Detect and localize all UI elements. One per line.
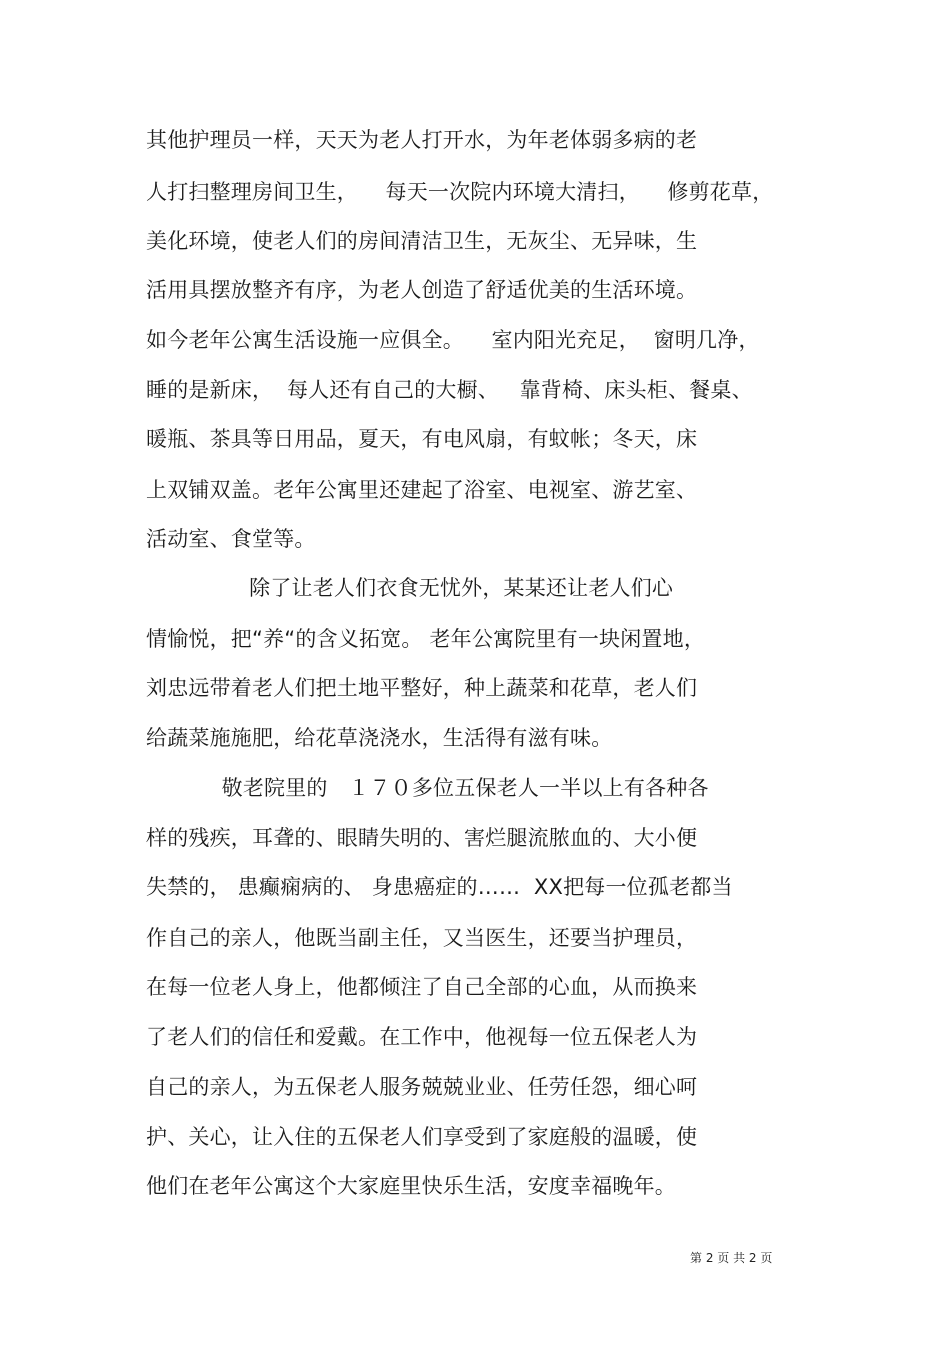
text-line: 其他护理员一样，天天为老人打开水，为年老体弱多病的老: [146, 128, 698, 152]
text-line: 如今老年公寓生活设施一应俱全。 室内阳光充足， 窗明几净，: [146, 328, 760, 352]
text-line: 自己的亲人，为五保老人服务兢兢业业、任劳任怨，细心呵: [146, 1075, 698, 1099]
text-line: 活动室、食堂等。: [146, 527, 316, 551]
text-line: 暖瓶、茶具等日用品，夏天，有电风扇，有蚊帐；冬天，床: [146, 427, 698, 451]
text-line: 人打扫整理房间卫生， 每天一次院内环境大清扫， 修剪花草，: [146, 180, 774, 204]
text-line: 样的残疾，耳聋的、眼睛失明的、害烂腿流脓血的、大小便: [146, 826, 698, 850]
text-line: 了老人们的信任和爱戴。在工作中，他视每一位五保老人为: [146, 1025, 698, 1049]
text-line: 睡的是新床， 每人还有自己的大橱、 靠背椅、床头柜、餐桌、: [146, 378, 753, 402]
text-line: 除了让老人们衣食无忧外，某某还让老人们心: [146, 576, 674, 600]
text-line: 美化环境，使老人们的房间清洁卫生，无灰尘、无异味，生: [146, 229, 698, 253]
text-line: 情愉悦，把“养“的含义拓宽。 老年公寓院里有一块闲置地，: [146, 627, 706, 651]
text-line: 在每一位老人身上，他都倾注了自己全部的心血，从而换来: [146, 975, 698, 999]
text-line: 活用具摆放整齐有序，为老人创造了舒适优美的生活环境。: [146, 278, 698, 302]
text-line: 作自己的亲人，他既当副主任，又当医生，还要当护理员，: [146, 926, 698, 950]
text-line: 失禁的， 患癫痫病的、 身患癌症的…… XX把每一位孤老都当: [146, 875, 733, 899]
text-line: 刘忠远带着老人们把土地平整好，种上蔬菜和花草，老人们: [146, 676, 698, 700]
text-line: 护、关心，让入住的五保老人们享受到了家庭般的温暖，使: [146, 1125, 698, 1149]
text-line: 上双铺双盖。老年公寓里还建起了浴室、电视室、游艺室、: [146, 478, 698, 502]
text-line: 给蔬菜施施肥，给花草浇浇水，生活得有滋有味。: [146, 726, 613, 750]
text-line: 他们在老年公寓这个大家庭里快乐生活，安度幸福晚年。: [146, 1174, 676, 1198]
text-line: 敬老院里的 １７０多位五保老人一半以上有各种各: [146, 776, 709, 800]
page-footer: 第 2 页 共 2 页: [690, 1251, 773, 1265]
